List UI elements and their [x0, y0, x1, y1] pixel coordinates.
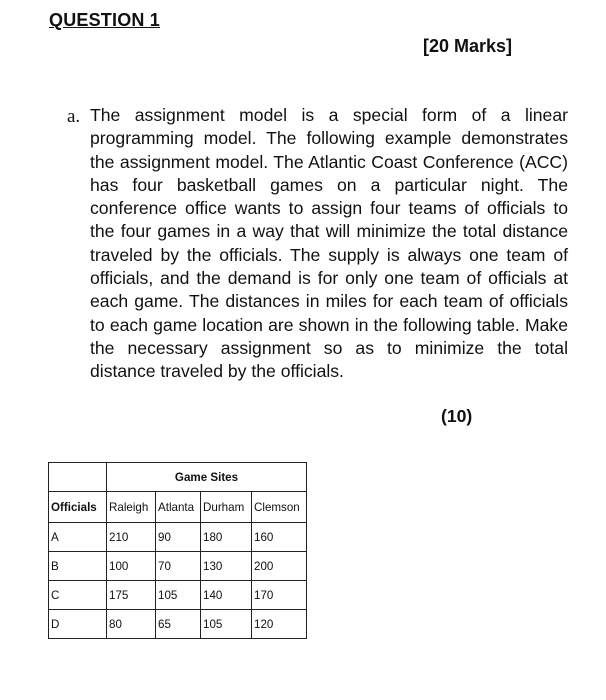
distance-cell: 210 — [107, 523, 156, 552]
question-heading: QUESTION 1 — [49, 10, 161, 30]
distance-cell: 90 — [156, 523, 201, 552]
distance-cell: 180 — [201, 523, 252, 552]
question-body-text: The assignment model is a special form of a linear programming model. The following example demonstrates the assignment model. The Atlantic Coast Conference (ACC) has four basketball games on a particular night. The conference office wants to assign four teams of officials to the four games in a way that will minimize the total distance traveled by the officials. The supply is always one team of officials, and the demand is for only one team of officials at each game. The distances in miles for each team of officials to each game location are shown in the following table. Make the necessary assignment so as to minimize the total distance traveled by the officials. — [90, 105, 568, 382]
table-column-header-row — [49, 492, 307, 523]
column-header-raleigh: Raleigh — [107, 492, 156, 523]
column-header-atlanta: Atlanta — [156, 492, 201, 523]
distance-cell: 105 — [201, 610, 252, 639]
official-label: D — [49, 610, 107, 639]
distance-cell: 80 — [107, 610, 156, 639]
distance-cell: 130 — [201, 552, 252, 581]
distance-table — [48, 462, 307, 639]
marks-label: [20 Marks] — [422, 36, 512, 56]
column-header-clemson: Clemson — [252, 492, 307, 523]
game-sites-header: Game Sites — [107, 463, 307, 492]
table-row — [49, 523, 307, 552]
table-header-row — [49, 463, 307, 492]
distance-cell: 175 — [107, 581, 156, 610]
points-label: (10) — [441, 406, 473, 426]
distance-cell: 140 — [201, 581, 252, 610]
column-header-durham: Durham — [201, 492, 252, 523]
distance-cell: 160 — [252, 523, 307, 552]
distance-cell: 65 — [156, 610, 201, 639]
table-row — [49, 610, 307, 639]
official-label: B — [49, 552, 107, 581]
item-label: a. — [67, 106, 81, 127]
table-corner-cell — [49, 463, 107, 492]
distance-cell: 200 — [252, 552, 307, 581]
table-row — [49, 581, 307, 610]
distance-cell: 105 — [156, 581, 201, 610]
distance-cell: 170 — [252, 581, 307, 610]
table-row — [49, 552, 307, 581]
distance-cell: 120 — [252, 610, 307, 639]
official-label: C — [49, 581, 107, 610]
official-label: A — [49, 523, 107, 552]
officials-header: Officials — [49, 492, 107, 523]
distance-cell: 100 — [107, 552, 156, 581]
distance-cell: 70 — [156, 552, 201, 581]
